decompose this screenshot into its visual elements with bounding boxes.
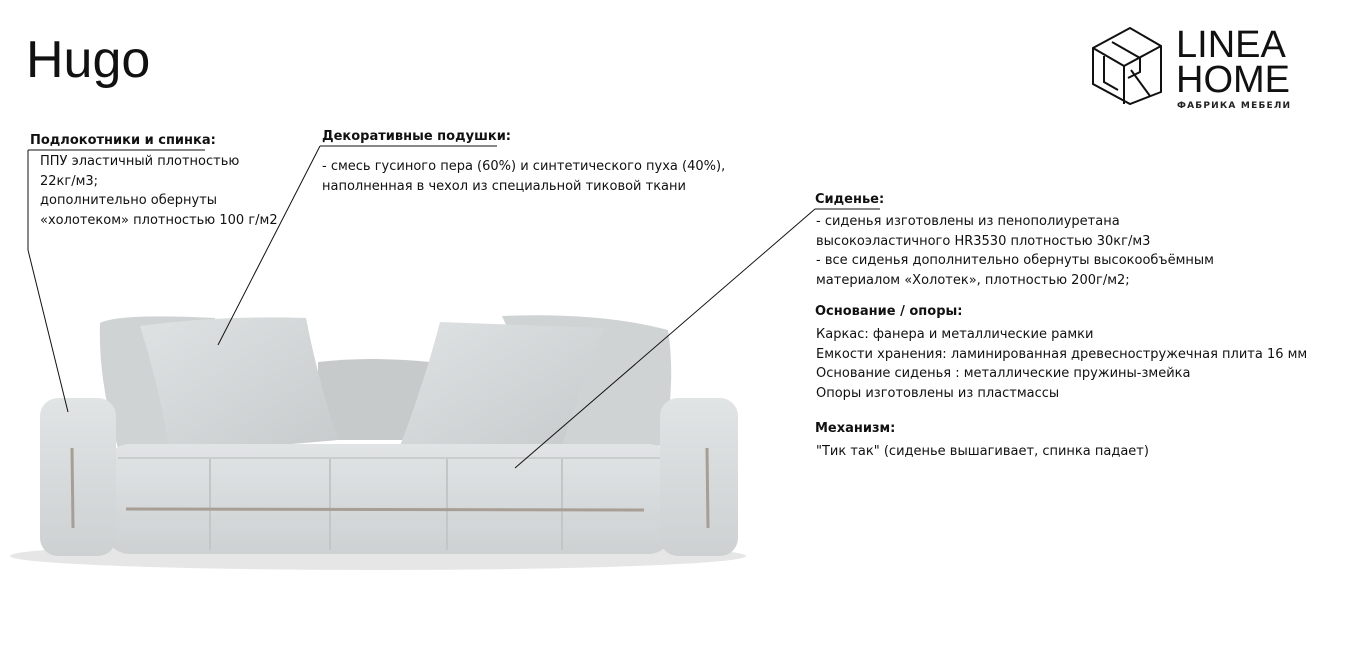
logo-line1: LINEA <box>1176 24 1286 66</box>
armrests-line: «холотеком» плотностью 100 г/м2 <box>40 212 278 228</box>
seat-line: высокоэластичного HR3530 плотностью 30кг/м3 <box>816 233 1151 249</box>
mechanism-line: "Тик так" (сиденье вышагивает, спинка падает) <box>816 444 1149 459</box>
armrest-left-piping <box>72 448 73 528</box>
armrests-heading: Подлокотники и спинка: <box>30 133 216 148</box>
armrest-right-piping <box>707 448 708 528</box>
armrests-text <box>40 152 278 230</box>
base-line: Каркас: фанера и металлические рамки <box>816 327 1094 342</box>
pillows-line: наполненная в чехол из специальной тиковой ткани <box>322 178 686 194</box>
armrest-right <box>660 398 738 556</box>
armrests-line: дополнительно обернуты <box>40 193 218 208</box>
logo-subtitle: ФАБРИКА МЕБЕЛИ <box>1177 101 1292 111</box>
mechanism-heading: Механизм: <box>815 421 896 436</box>
seat-text <box>816 212 1214 290</box>
seat-line: - все сиденья дополнительно обернуты высокообъёмным <box>816 253 1214 268</box>
base-line: Емкости хранения: ламинированная древесностружечная плита 16 мм <box>816 346 1308 362</box>
pillows-text <box>322 157 725 196</box>
base-line: Основание сиденья : металлические пружины-змейка <box>816 366 1191 381</box>
seat-piping <box>126 509 644 510</box>
mechanism-text <box>816 442 1149 462</box>
seat-heading: Сиденье: <box>815 192 885 207</box>
armrest-left <box>40 398 116 556</box>
pillows-heading: Декоративные подушки: <box>322 129 512 144</box>
seat-base <box>104 444 674 554</box>
base-line: Опоры изготовлены из пластмассы <box>816 385 1060 401</box>
pillow-left <box>140 317 338 452</box>
armrests-line: 22кг/м3; <box>40 173 99 189</box>
base-text <box>816 325 1307 403</box>
product-title: Hugo <box>26 31 151 89</box>
pillows-line: - смесь гусиного пера (60%) и синтетического пуха (40%), <box>322 159 726 174</box>
seat-line: материалом «Холотек», плотностью 200г/м2; <box>816 272 1130 288</box>
seat-line: - сиденья изготовлены из пенополиуретана <box>816 214 1120 229</box>
base-heading: Основание / опоры: <box>815 304 963 319</box>
armrests-line: ППУ эластичный плотностью <box>40 154 240 169</box>
logo-line2: HOME <box>1176 59 1290 101</box>
